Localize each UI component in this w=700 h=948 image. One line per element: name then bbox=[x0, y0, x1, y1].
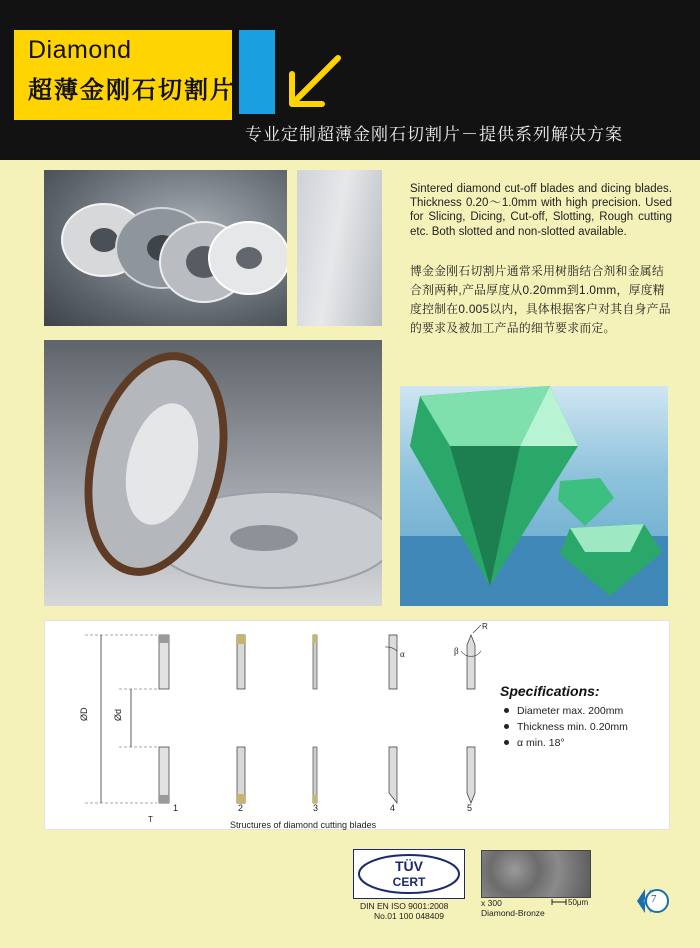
blade-number-1: 1 bbox=[173, 803, 179, 813]
accent-bar bbox=[239, 30, 275, 114]
blade-number-2: 2 bbox=[238, 803, 244, 813]
specifications-title: Specifications: bbox=[500, 683, 600, 699]
radius-label: R bbox=[482, 622, 488, 631]
spec-item-text: Diameter max. 200mm bbox=[517, 705, 624, 717]
bullet-icon bbox=[504, 724, 509, 729]
spec-item bbox=[504, 737, 565, 749]
blades-group-photo bbox=[44, 170, 287, 326]
blade-surface-photo bbox=[297, 170, 382, 326]
title-chinese: 超薄金刚石切割片 bbox=[28, 77, 236, 104]
micrograph-image bbox=[481, 850, 591, 898]
alpha-label: α bbox=[400, 649, 405, 659]
description-english: Sintered diamond cut-off blades and dicing blades. Thickness 0.20～1.0mm with high precision. Used for Slicing, Dicing, Cut-off, Slotting, Rough cutting etc. Both slotted and non-slotted available. bbox=[410, 183, 672, 238]
cert-standard: DIN EN ISO 9001:2008 bbox=[360, 901, 449, 911]
page-number: 7 bbox=[651, 893, 657, 905]
beta-label: β bbox=[454, 646, 459, 656]
bullet-icon bbox=[504, 708, 509, 713]
large-blade-photo bbox=[44, 340, 382, 606]
outer-diameter-label: ØD bbox=[79, 707, 89, 721]
arrow-down-left-icon bbox=[282, 52, 344, 114]
cert-logo-bottom-text: CERT bbox=[392, 875, 426, 889]
inner-diameter-label: Ød bbox=[113, 708, 123, 721]
cert-number: No.01 100 048409 bbox=[374, 911, 444, 921]
description-chinese: 博金金刚石切割片通常采用树脂结合剂和金属结合剂两种,产品厚度从0.20mm到1.0mm，厚度精度控制在0.005以内，具体根据客户对其自身产品的要求及被加工产品的细节要求而定。 bbox=[410, 264, 671, 335]
spec-item bbox=[504, 705, 623, 717]
subtitle: 专业定制超薄金刚石切割片－提供系列解决方案 bbox=[245, 125, 623, 144]
spec-item-text: α min. 18° bbox=[517, 737, 565, 749]
tuv-cert-logo bbox=[353, 849, 465, 899]
diamonds-photo bbox=[400, 386, 668, 606]
micrograph-magnification: x 300 bbox=[481, 898, 502, 908]
spec-item-text: Thickness min. 0.20mm bbox=[517, 721, 628, 733]
micrograph-name: Diamond-Bronze bbox=[481, 908, 545, 918]
spec-item bbox=[504, 721, 628, 733]
title-english: Diamond bbox=[28, 36, 132, 64]
scale-label: 50μm bbox=[568, 898, 589, 907]
thickness-label: T bbox=[148, 815, 153, 824]
blade-number-3: 3 bbox=[313, 803, 319, 813]
blade-number-4: 4 bbox=[390, 803, 396, 813]
diagram-caption: Structures of diamond cutting blades bbox=[230, 820, 377, 830]
bullet-icon bbox=[504, 740, 509, 745]
blade-number-5: 5 bbox=[467, 803, 473, 813]
cert-logo-top-text: TÜV bbox=[395, 858, 423, 874]
